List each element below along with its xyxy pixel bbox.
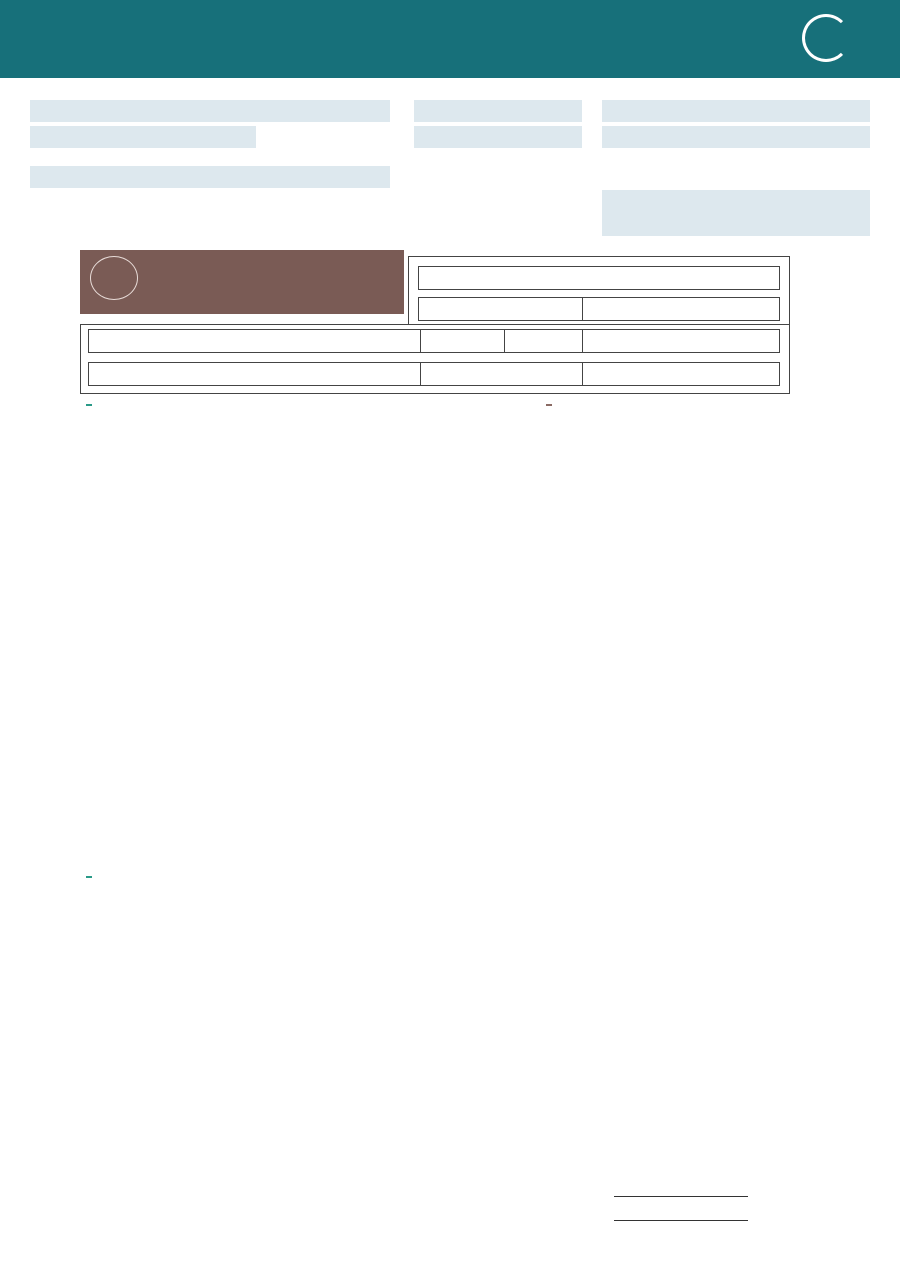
nutritional-chart [88, 420, 538, 852]
ward-row [414, 100, 582, 122]
nutri-axis-labels [60, 418, 90, 778]
doctor-row [602, 100, 870, 122]
tei-patient-box [88, 329, 422, 353]
sml-logo [796, 12, 856, 64]
add-axis-labels [60, 888, 90, 1148]
org-row [30, 100, 390, 122]
tei-sex-box [504, 329, 584, 353]
sample-box [582, 297, 780, 321]
additional-chart [88, 892, 598, 1226]
nutritional-title [86, 404, 92, 406]
toxic-chart [548, 420, 790, 852]
lab-report [40, 248, 810, 1238]
requested-box [88, 362, 422, 386]
globe-emblem-icon [90, 256, 138, 300]
tei-brand-block [80, 250, 404, 314]
code-row [30, 126, 256, 148]
clinical-row [602, 126, 870, 148]
copyright-vertical [788, 1114, 802, 1234]
toxic-title [546, 404, 552, 406]
previous-label [614, 1220, 748, 1222]
additional-title [86, 876, 92, 878]
tei-age-box [420, 329, 506, 353]
patient-row [30, 166, 390, 188]
header-bar [0, 0, 900, 78]
dates-box [602, 190, 870, 236]
account-box [420, 362, 584, 386]
toxic-axis-labels [790, 418, 820, 778]
metabolic-box [582, 329, 780, 353]
lab-no-box [418, 266, 780, 290]
current-label [614, 1196, 748, 1198]
date-box [582, 362, 780, 386]
dept-row [414, 126, 582, 148]
logo-ring-icon [802, 14, 850, 62]
profile-box [418, 297, 584, 321]
